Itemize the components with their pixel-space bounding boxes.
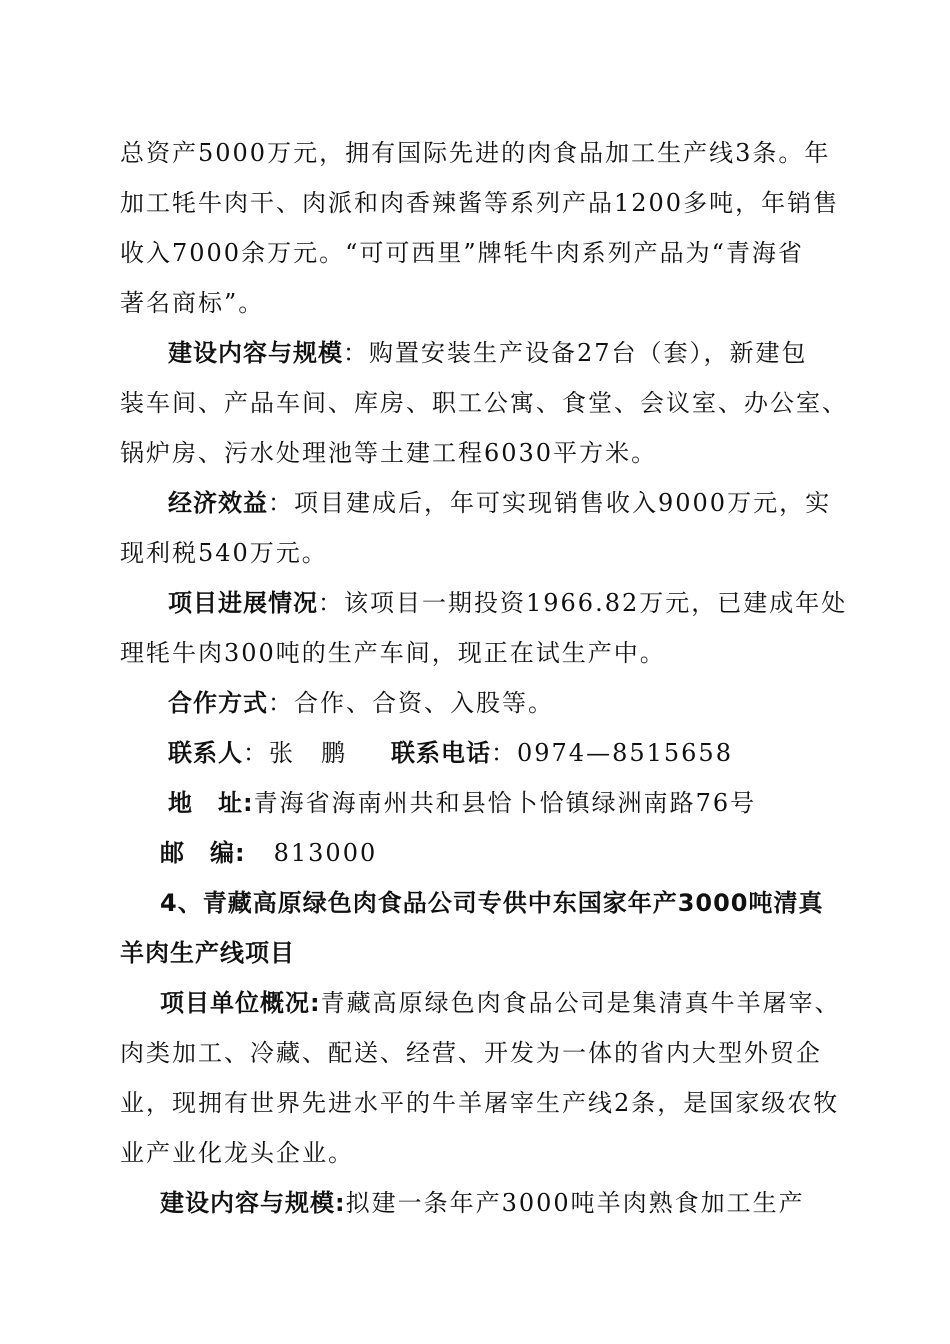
- cooperation-label: 合作方式: [168, 689, 268, 717]
- progress-label: 项目进展情况: [168, 589, 318, 617]
- unit-line-3: 业，现拥有世界先进水平的牛羊屠宰生产线2条，是国家级农牧: [120, 1089, 840, 1117]
- cooperation-value: ：合作、合资、入股等。: [268, 689, 554, 717]
- intro-line-4: 著名商标”。: [120, 289, 265, 317]
- construction-line-3: 锅炉房、污水处理池等土建工程6030平方米。: [120, 439, 658, 467]
- intro-line-2: 加工牦牛肉干、肉派和肉香辣酱等系列产品1200多吨，年销售: [120, 189, 840, 217]
- unit-line-1: [160, 986, 841, 1020]
- p4-construction-label: 建设内容与规模:: [160, 1189, 346, 1217]
- unit-line-2: 肉类加工、冷藏、配送、经营、开发为一体的省内大型外贸企: [120, 1039, 822, 1067]
- p4-construction-line-1: [160, 1186, 805, 1220]
- postcode-label: 邮 编:: [160, 839, 246, 867]
- progress-text: ：该项目一期投资1966.82万元，已建成年处: [318, 589, 848, 617]
- unit-text: 青藏高原绿色肉食品公司是集清真牛羊屠宰、: [320, 989, 841, 1017]
- construction-text: ：购置安装生产设备27台（套），新建包: [343, 339, 808, 367]
- benefit-label: 经济效益: [168, 489, 268, 517]
- contact-phone-value: ：0974—8515658: [491, 739, 733, 767]
- construction-line-1: [168, 336, 808, 370]
- intro-line-3: 收入7000余万元。“可可西里”牌牦牛肉系列产品为“青海省: [120, 239, 804, 267]
- project4-title-line-1: 4、青藏高原绿色肉食品公司专供中东国家年产3000吨清真: [160, 889, 824, 917]
- construction-line-2: 装车间、产品车间、库房、职工公寓、食堂、会议室、办公室、: [120, 389, 848, 417]
- postcode-value: 813000: [273, 839, 378, 867]
- contact-person-value: ：张 鹏: [243, 739, 347, 767]
- contact-line: [168, 736, 733, 770]
- p4-construction-text: 拟建一条年产3000吨羊肉熟食加工生产: [345, 1189, 805, 1217]
- project4-title-line-2: 羊肉生产线项目: [120, 939, 295, 967]
- progress-line-2: 理牦牛肉300吨的生产车间，现正在试生产中。: [120, 639, 666, 667]
- benefit-line-1: [168, 486, 831, 520]
- postcode-line: [160, 836, 377, 870]
- construction-label: 建设内容与规模: [168, 339, 343, 367]
- address-value: 青海省海南州共和县恰卜恰镇绿洲南路76号: [253, 789, 757, 817]
- address-line: [168, 786, 756, 820]
- benefit-text: ：项目建成后，年可实现销售收入9000万元，实: [268, 489, 832, 517]
- cooperation-line: [168, 686, 554, 720]
- intro-line-1: 总资产5000万元，拥有国际先进的肉食品加工生产线3条。年: [120, 139, 831, 167]
- benefit-line-2: 现利税540万元。: [120, 539, 328, 567]
- unit-line-4: 业产业化龙头企业。: [120, 1139, 354, 1167]
- contact-person-label: 联系人: [168, 739, 243, 767]
- address-label: 地 址:: [168, 789, 254, 817]
- contact-phone-label: 联系电话: [391, 739, 491, 767]
- unit-label: 项目单位概况:: [160, 989, 321, 1017]
- progress-line-1: [168, 586, 847, 620]
